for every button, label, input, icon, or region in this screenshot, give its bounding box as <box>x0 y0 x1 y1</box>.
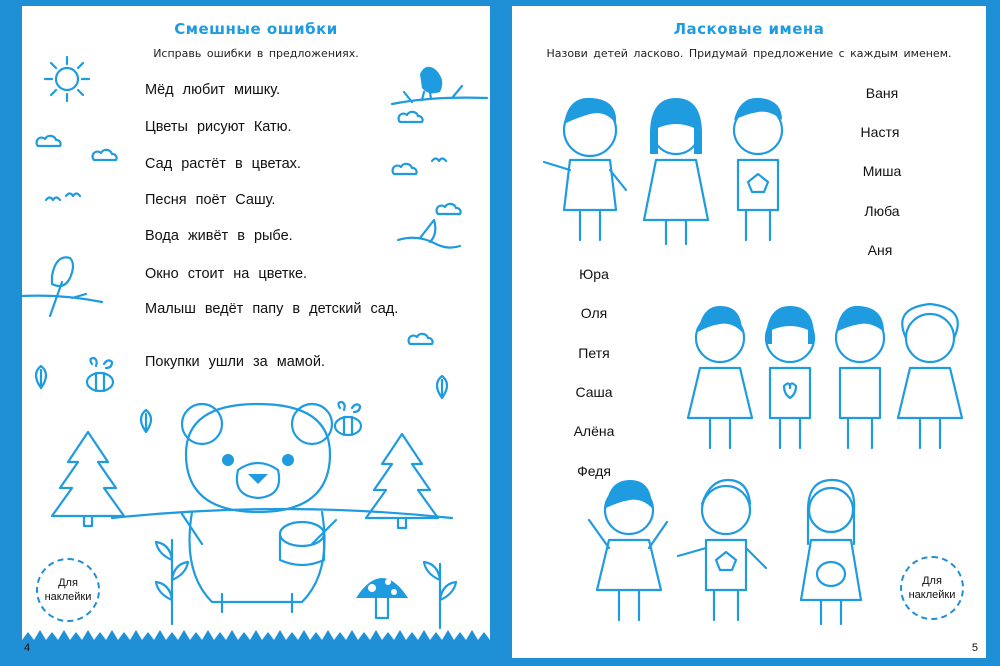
child-icon <box>584 474 674 634</box>
cloud-icon <box>434 202 464 216</box>
name-item: Оля <box>580 305 608 321</box>
bird-icon <box>394 218 464 268</box>
bird-icon <box>44 192 84 206</box>
page-number: 4 <box>24 642 31 654</box>
mushroom-icon <box>352 566 412 626</box>
cloud-icon <box>406 332 436 346</box>
child-icon <box>680 298 980 458</box>
child-icon <box>636 90 716 250</box>
sentence: Вода живёт в рыбе. <box>145 228 293 244</box>
grass-border <box>22 628 490 658</box>
sentence: Цветы рисуют Катю. <box>145 119 292 135</box>
name-item: Юра <box>579 266 609 282</box>
sticker-placeholder[interactable] <box>36 558 100 622</box>
cloud-icon <box>90 148 120 162</box>
bird-icon <box>430 154 450 164</box>
name-item: Петя <box>578 345 610 361</box>
left-page <box>22 6 490 658</box>
name-item: Саша <box>575 384 613 400</box>
plant-icon <box>420 554 460 630</box>
page-number: 5 <box>971 642 978 654</box>
child-icon <box>540 90 630 250</box>
page-title: Смешные ошибки <box>174 20 338 38</box>
sentence: Сад растёт в цветах. <box>145 156 301 172</box>
bee-icon <box>78 356 124 396</box>
bird-icon <box>22 246 107 326</box>
name-item: Алёна <box>573 423 615 439</box>
name-item: Настя <box>860 124 900 140</box>
page-instruction: Назови детей ласково. Придумай предложение с каждым именем. <box>546 47 952 60</box>
name-item: Аня <box>867 242 893 258</box>
name-item: Ваня <box>865 85 899 101</box>
sticker-placeholder[interactable] <box>900 556 964 620</box>
leaf-icon <box>430 374 454 400</box>
child-icon <box>786 474 876 634</box>
child-icon <box>676 474 776 634</box>
cloud-icon <box>396 110 426 124</box>
name-item: Люба <box>864 203 900 219</box>
child-icon <box>718 90 798 250</box>
sentence: Окно стоит на цветке. <box>145 266 308 282</box>
book-spine <box>490 0 512 666</box>
leaf-icon <box>134 408 158 434</box>
cloud-icon <box>34 134 64 148</box>
sentence: Малыш ведёт папу в детский сад. <box>145 301 399 317</box>
sticker-label: Для наклейки <box>44 577 92 603</box>
sun-icon <box>42 54 92 104</box>
sentence: Песня поёт Сашу. <box>145 192 276 208</box>
name-item: Миша <box>862 163 902 179</box>
cloud-icon <box>390 162 420 176</box>
sentence: Покупки ушли за мамой. <box>145 354 325 370</box>
name-item: Федя <box>577 463 611 479</box>
plant-icon <box>152 530 192 626</box>
sentence: Мёд любит мишку. <box>145 82 281 98</box>
page-title: Ласковые имена <box>673 20 825 38</box>
sticker-label: Для наклейки <box>908 575 956 601</box>
leaf-icon <box>30 364 52 390</box>
page-instruction: Исправь ошибки в предложениях. <box>153 47 359 60</box>
right-page <box>512 6 986 658</box>
bird-icon <box>392 56 490 116</box>
